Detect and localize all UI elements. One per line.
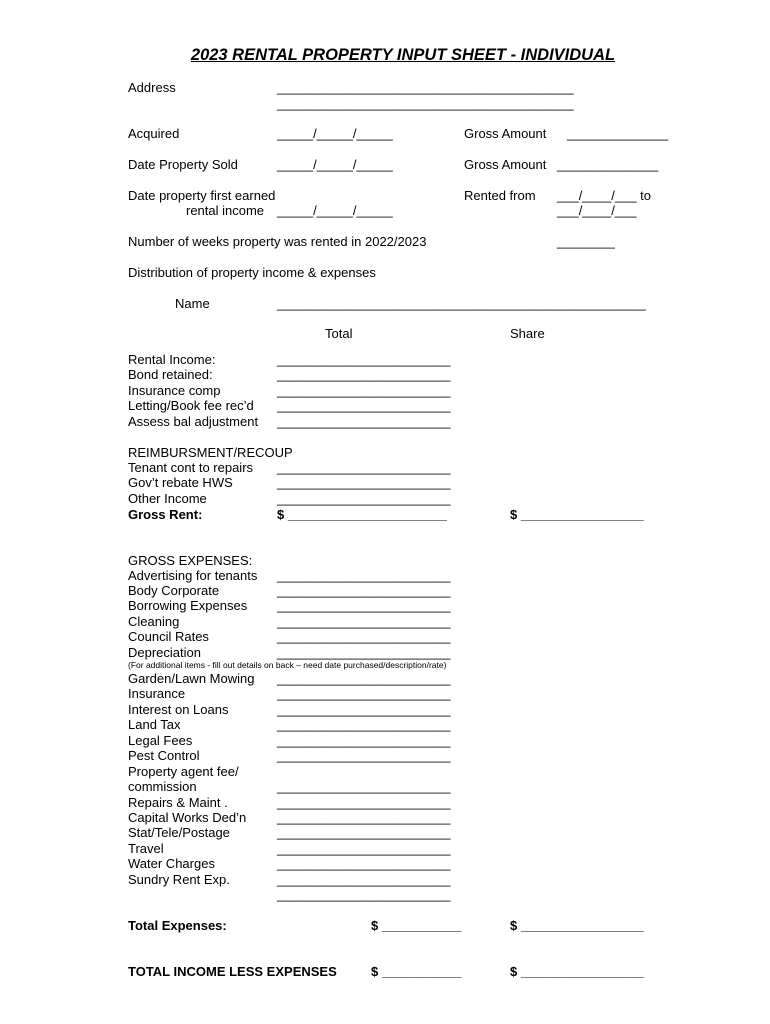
expense-item-label: Insurance (128, 686, 186, 701)
income-item-label: Bond retained: (128, 367, 213, 382)
rented-from-label: Rented from (464, 188, 536, 203)
expense-item-field[interactable]: ________________________ (277, 717, 451, 732)
gross-rent-label: Gross Rent: (128, 507, 203, 522)
expense-item-field[interactable]: ________________________ (277, 686, 451, 701)
address-label: Address (128, 80, 176, 95)
expense-item-field[interactable]: ________________________ (277, 702, 451, 717)
income-item-field[interactable]: ________________________ (277, 383, 451, 398)
expense-item-label: Sundry Rent Exp. (128, 872, 230, 887)
expense-item-label: Capital Works Ded’n (128, 810, 247, 825)
expense-item-field[interactable]: ________________________ (277, 568, 451, 583)
expense-item-label: Garden/Lawn Mowing (128, 671, 255, 686)
expense-item-field[interactable]: ________________________ (277, 825, 451, 840)
rented-to-field[interactable]: ___/____/___ (557, 203, 637, 218)
distribution-label: Distribution of property income & expenses (128, 265, 376, 280)
expense-item-field[interactable]: ________________________ (277, 748, 451, 763)
gross-rent-share-field[interactable]: $ _________________ (510, 507, 644, 522)
reimbursement-item-label: Tenant cont to repairs (128, 460, 254, 475)
expense-item-label: Advertising for tenants (128, 568, 258, 583)
income-item-field[interactable]: ________________________ (277, 352, 451, 367)
expense-item-label: Interest on Loans (128, 702, 229, 717)
expense-item-field[interactable]: ________________________ (277, 614, 451, 629)
gross-amount-field-1[interactable]: ______________ (567, 126, 669, 141)
name-field[interactable]: ___________________________________________________ (277, 296, 646, 311)
expense-item-label: Legal Fees (128, 733, 193, 748)
reimbursement-item-field[interactable]: ________________________ (277, 475, 451, 490)
net-income-total-field[interactable]: $ ___________ (371, 964, 462, 979)
expense-item-label: Depreciation (128, 645, 201, 660)
expense-item-field[interactable]: ________________________ (277, 598, 451, 613)
acquired-date-field[interactable]: _____/_____/_____ (277, 126, 393, 141)
page-title: 2023 RENTAL PROPERTY INPUT SHEET - INDIVIDUAL (190, 46, 616, 64)
gross-amount-field-2[interactable]: ______________ (557, 157, 659, 172)
first-earned-label-1: Date property first earned (128, 188, 276, 203)
income-item-label: Rental Income: (128, 352, 216, 367)
total-expenses-share-field[interactable]: $ _________________ (510, 918, 644, 933)
expense-item-label: Borrowing Expenses (128, 598, 248, 613)
expense-item-field[interactable]: ________________________ (277, 795, 451, 810)
total-expenses-total-field[interactable]: $ ___________ (371, 918, 462, 933)
reimbursement-item-label: Other Income (128, 491, 207, 506)
expense-item-field[interactable]: ________________________ (277, 856, 451, 871)
address-field-line-1[interactable]: _________________________________________ (277, 80, 574, 95)
date-sold-field[interactable]: _____/_____/_____ (277, 157, 393, 172)
agent-fee-field[interactable]: ________________________ (277, 779, 451, 794)
gross-expenses-heading: GROSS EXPENSES: (128, 553, 253, 568)
income-item-field[interactable]: ________________________ (277, 414, 451, 429)
expense-item-label: Pest Control (128, 748, 200, 763)
address-field-line-2[interactable]: _________________________________________ (277, 96, 574, 111)
income-item-field[interactable]: ________________________ (277, 398, 451, 413)
expense-item-field[interactable]: ________________________ (277, 583, 451, 598)
weeks-rented-label: Number of weeks property was rented in 2022/2023 (128, 234, 427, 249)
gross-rent-total-field[interactable]: $ ______________________ (277, 507, 447, 522)
share-column-heading: Share (510, 326, 545, 341)
expense-item-label: Stat/Tele/Postage (128, 825, 230, 840)
gross-amount-label-2: Gross Amount (464, 157, 547, 172)
acquired-label: Acquired (128, 126, 180, 141)
expense-item-field[interactable]: ________________________ (277, 645, 451, 660)
agent-fee-label-1: Property agent fee/ (128, 764, 239, 779)
gross-amount-label-1: Gross Amount (464, 126, 547, 141)
income-item-label: Insurance comp (128, 383, 221, 398)
reimbursement-item-label: Gov’t rebate HWS (128, 475, 233, 490)
expense-item-label: Water Charges (128, 856, 215, 871)
first-earned-date-field[interactable]: _____/_____/_____ (277, 203, 393, 218)
expense-item-field[interactable]: ________________________ (277, 872, 451, 887)
net-income-share-field[interactable]: $ _________________ (510, 964, 644, 979)
total-expenses-label: Total Expenses: (128, 918, 227, 933)
expense-item-label: Repairs & Maint . (128, 795, 228, 810)
date-sold-label: Date Property Sold (128, 157, 238, 172)
total-column-heading: Total (325, 326, 353, 341)
reimbursement-item-field[interactable]: ________________________ (277, 460, 451, 475)
depreciation-note: (For additional items - fill out details on back – need date purchased/description/rate) (128, 660, 447, 670)
expense-extra-field[interactable]: ________________________ (277, 887, 451, 902)
expense-item-label: Body Corporate (128, 583, 220, 598)
expense-item-label: Cleaning (128, 614, 180, 629)
reimbursement-item-field[interactable]: ________________________ (277, 491, 451, 506)
net-income-label: TOTAL INCOME LESS EXPENSES (128, 964, 337, 979)
expense-item-field[interactable]: ________________________ (277, 671, 451, 686)
expense-item-label: Council Rates (128, 629, 209, 644)
expense-item-label: Land Tax (128, 717, 181, 732)
expense-item-label: Travel (128, 841, 164, 856)
income-item-label: Letting/Book fee rec’d (128, 398, 254, 413)
expense-item-field[interactable]: ________________________ (277, 629, 451, 644)
expense-item-field[interactable]: ________________________ (277, 810, 451, 825)
income-item-field[interactable]: ________________________ (277, 367, 451, 382)
name-label: Name (175, 296, 210, 311)
first-earned-label-2: rental income (186, 203, 265, 218)
rented-from-field[interactable]: ___/____/___ to (557, 188, 651, 203)
reimbursement-heading: REIMBURSMENT/RECOUP (128, 445, 293, 460)
weeks-rented-field[interactable]: ________ (557, 234, 615, 249)
income-item-label: Assess bal adjustment (128, 414, 259, 429)
expense-item-field[interactable]: ________________________ (277, 841, 451, 856)
agent-fee-label-2: commission (128, 779, 197, 794)
expense-item-field[interactable]: ________________________ (277, 733, 451, 748)
